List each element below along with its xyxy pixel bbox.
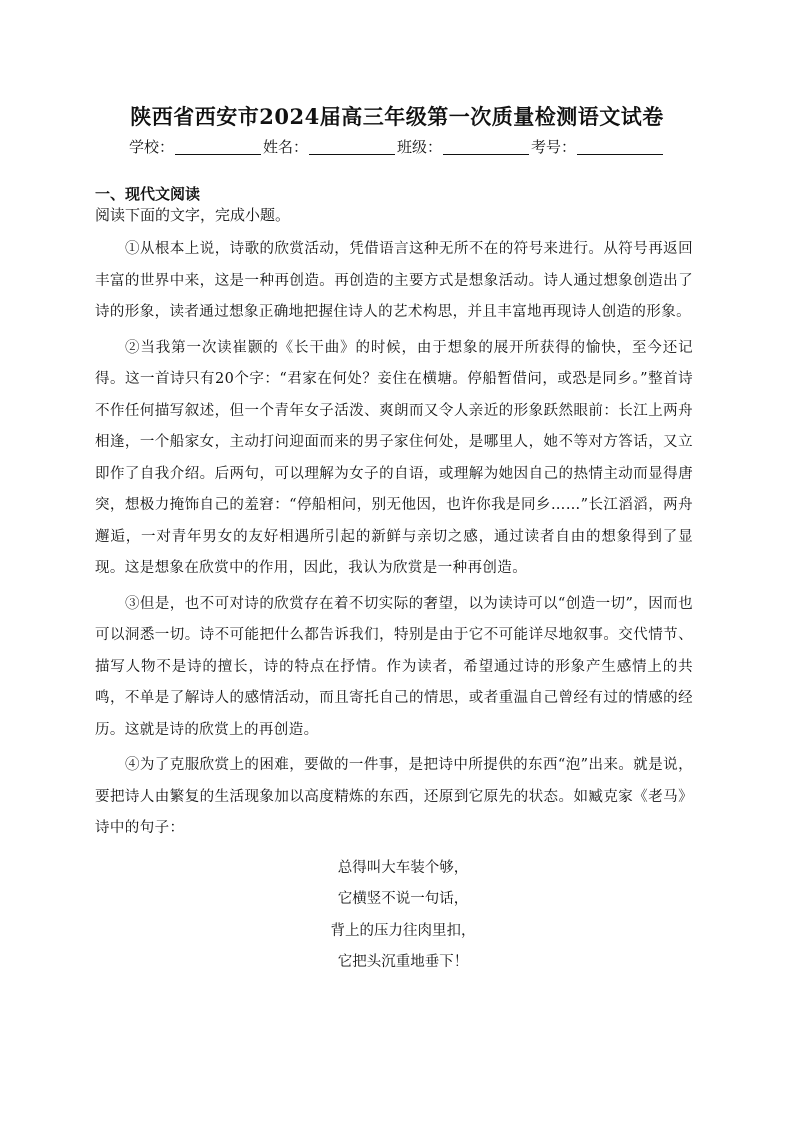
reading-instruction: 阅读下面的文字，完成小题。 [95,206,291,224]
poem-line-1: 总得叫大车装个够， [337,859,469,876]
student-info-line [0,136,794,157]
paragraph-3: ③但是，也不可对诗的欣赏存在着不切实际的奢望，以为读诗可以“创造一切”，因而也可以洞悉一切。诗不可能把什么都告诉我们，特别是由于它不可能详尽地叙事。交代情节、描写人物不是诗的擅长，诗的特点在抒情。作为读者，希望通过诗的形象产生感情上的共鸣，不单是了解诗人的感情活动，而且寄托自己的情思，或者重温自己曾经有过的情感的经历。这就是诗的欣赏上的再创造。 [95,595,693,738]
section-heading: 一、现代文阅读 [95,185,201,203]
class-blank[interactable] [443,140,529,155]
name-blank[interactable] [309,140,395,155]
poem-line-3: 背上的压力往肉里扣， [330,922,476,939]
paragraph-4: ④为了克服欣赏上的困难，要做的一件事，是把诗中所提供的东西“泡”出来。就是说，要把诗人由繁复的生活现象加以高度精炼的东西，还原到它原先的状态。如臧克家《老马》诗中的句子： [95,757,693,836]
poem-line-4: 它把头沉重地垂下！ [337,954,469,970]
school-blank[interactable] [175,140,261,155]
poem-excerpt [95,853,693,979]
name-label: 姓名： [262,138,308,156]
document-title: 陕西省西安市2024届高三年级第一次质量检测语文试卷 [130,104,664,129]
exam-number-label: 考号： [531,138,577,156]
exam-number-blank[interactable] [577,140,663,155]
reading-passage [95,234,693,979]
class-label: 班级： [397,138,443,156]
school-label: 学校： [128,138,174,156]
paragraph-1: ①从根本上说，诗歌的欣赏活动，凭借语言这种无所不在的符号来进行。从符号再返回丰富的世界中来，这是一种再创造。再创造的主要方式是想象活动。诗人通过想象创造出了诗的形象，读者通过想象正确地把握住诗人的艺术构思，并且丰富地再现诗人创造的形象。 [95,241,693,320]
paragraph-2: ②当我第一次读崔颢的《长干曲》的时候，由于想象的展开所获得的愉快，至今还记得。这一首诗只有20个字：“君家在何处？妾住在横塘。停船暂借问，或恐是同乡。”整首诗不作任何描写叙述，但一个青年女子活泼、爽朗而又令人亲近的形象跃然眼前：长江上两舟相逢，一个船家女，主动打问迎面而来的男子家住何处，是哪里人，她不等对方答话，又立即作了自我介绍。后两句，可以理解为女子的自语，或理解为她因自己的热情主动而显得唐突，想极力掩饰自己的羞窘：“停船相问，别无他因，也许你我是同乡……”长江滔滔，两舟邂逅，一对青年男女的友好相遇所引起的新鲜与亲切之感，通过读者自由的想象得到了显现。这是想象在欣赏中的作用，因此，我认为欣赏是一种再创造。 [95,339,693,576]
poem-line-2: 它横竖不说一句话， [337,891,469,907]
